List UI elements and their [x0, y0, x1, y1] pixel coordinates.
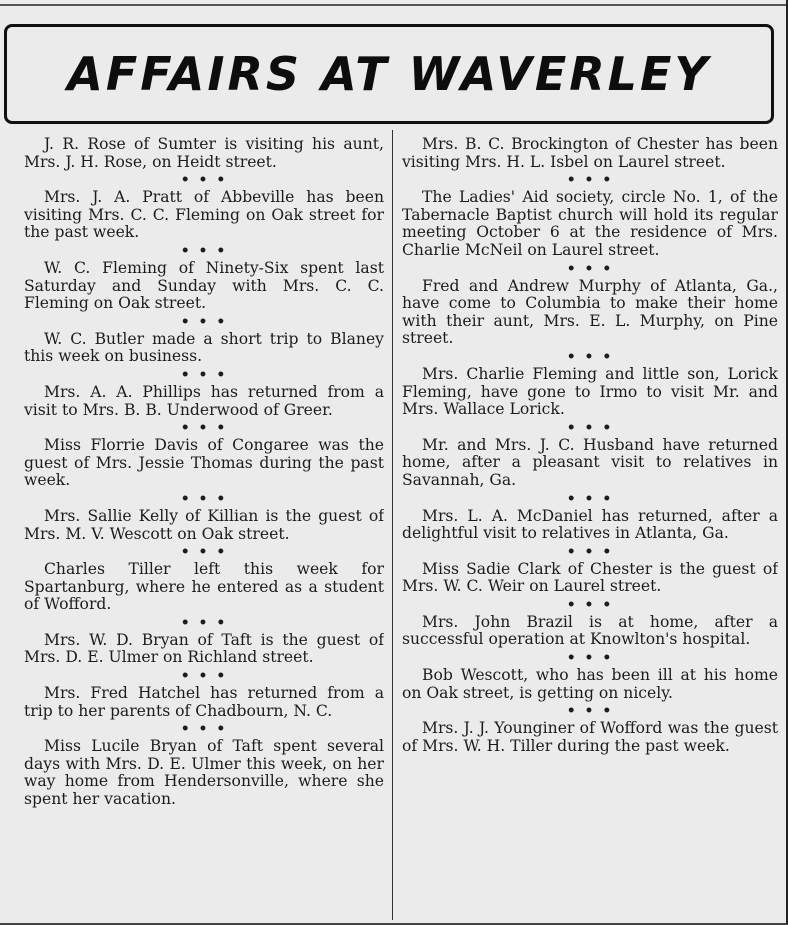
news-item: Miss Sadie Clark of Chester is the guest of Mrs. W. C. Weir on Laurel street. [402, 559, 778, 596]
separator: • • • [180, 668, 228, 685]
news-item: Miss Florrie Davis of Congaree was the guest of Mrs. Jessie Thomas during the past week. [24, 436, 384, 490]
separator: • • • [566, 703, 614, 720]
separator: • • • [566, 596, 614, 613]
news-item: Mrs. J. J. Younginer of Wofford was the guest of Mrs. W. H. Tiller during the past week. [402, 719, 778, 755]
news-item: W. C. Butler made a short trip to Blaney this week on business. [24, 329, 384, 366]
headline-box [4, 24, 774, 124]
news-item: Bob Wescott, who has been ill at his home on Oak street, is getting on nicely. [402, 666, 778, 702]
separator: • • • [180, 721, 228, 738]
separator: • • • [566, 543, 614, 560]
separator: • • • [566, 650, 614, 667]
separator: • • • [180, 544, 228, 561]
news-item: W. C. Fleming of Ninety-Six spent last Saturday and Sunday with Mrs. C. C. Fleming on Oak street. [24, 258, 384, 313]
top-rule [0, 4, 786, 6]
left-column [24, 136, 384, 916]
news-item: J. R. Rose of Sumter is visiting his aunt, Mrs. J. H. Rose, on Heidt street. [24, 136, 384, 171]
news-item: Mrs. L. A. McDaniel has returned, after a delightful visit to relatives in Atlanta, Ga. [402, 506, 778, 543]
news-item: Mrs. Sallie Kelly of Killian is the guest of Mrs. M. V. Wescott on Oak street. [24, 506, 384, 543]
news-item: Miss Lucile Bryan of Taft spent several days with Mrs. D. E. Ulmer this week, on her way home from Hendersonville, where she spent her vacation. [24, 737, 384, 809]
news-item: Fred and Andrew Murphy of Atlanta, Ga., have come to Columbia to make their home with their aunt, Mrs. E. L. Murphy, on Pine street. [402, 276, 778, 348]
news-item: Mrs. Charlie Fleming and little son, Lorick Fleming, have gone to Irmo to visit Mr. and Mrs. Wallace Lorick. [402, 364, 778, 419]
news-item: Mrs. A. A. Phillips has returned from a visit to Mrs. B. B. Underwood of Greer. [24, 382, 384, 419]
separator: • • • [566, 419, 614, 436]
separator: • • • [566, 348, 614, 365]
separator: • • • [180, 366, 228, 383]
separator: • • • [566, 490, 614, 507]
news-item: The Ladies' Aid society, circle No. 1, of the Tabernacle Baptist church will hold its regular meeting October 6 at the residence of Mrs. Charlie McNeil on Laurel street. [402, 188, 778, 259]
news-item: Mrs. J. A. Pratt of Abbeville has been visiting Mrs. C. C. Fleming on Oak street for the past week. [24, 188, 384, 242]
news-item: Mrs. B. C. Brockington of Chester has been visiting Mrs. H. L. Isbel on Laurel street. [402, 136, 778, 171]
headline: AFFAIRS AT WAVERLEY [67, 47, 711, 101]
separator: • • • [180, 313, 228, 330]
column-divider [392, 130, 393, 920]
news-item: Mrs. Fred Hatchel has returned from a trip to her parents of Chadbourn, N. C. [24, 684, 384, 720]
news-item: Mr. and Mrs. J. C. Husband have returned home, after a pleasant visit to relatives in Savannah, Ga. [402, 435, 778, 489]
news-item: Mrs. John Brazil is at home, after a successful operation at Knowlton's hospital. [402, 612, 778, 649]
news-item: Mrs. W. D. Bryan of Taft is the guest of Mrs. D. E. Ulmer on Richland street. [24, 630, 384, 667]
right-column [402, 136, 778, 916]
separator: • • • [180, 420, 228, 437]
news-item: Charles Tiller left this week for Spartanburg, where he entered as a student of Wofford. [24, 560, 384, 614]
separator: • • • [566, 172, 614, 189]
separator: • • • [180, 172, 228, 189]
separator: • • • [566, 260, 614, 277]
separator: • • • [180, 490, 228, 507]
separator: • • • [180, 614, 228, 631]
separator: • • • [180, 242, 228, 259]
